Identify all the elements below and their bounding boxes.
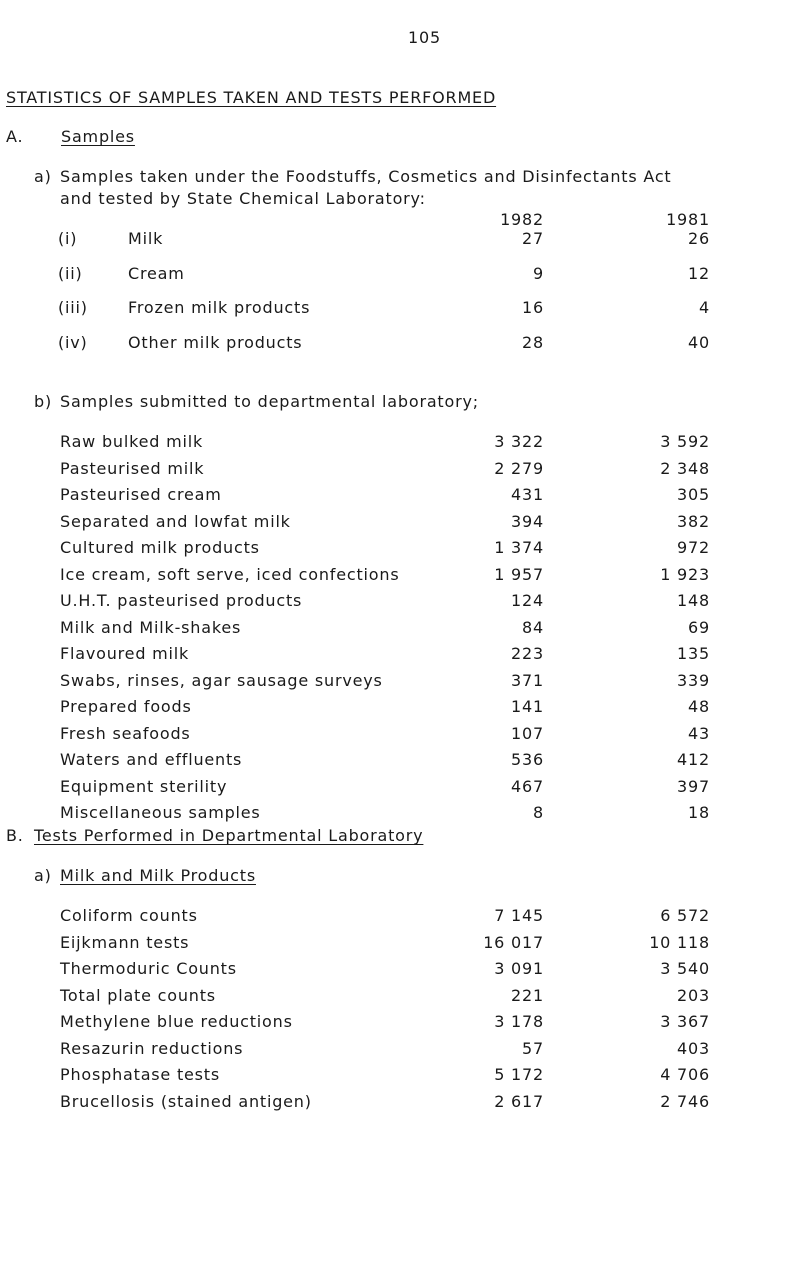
part-b-marker: b) (34, 392, 52, 411)
section-a-heading: Samples (61, 127, 135, 146)
row-label: Milk (128, 229, 164, 248)
table-row (0, 229, 800, 253)
row-label: Swabs, rinses, agar sausage surveys (60, 670, 383, 690)
value-1981: 412 (677, 750, 710, 769)
row-label: Frozen milk products (128, 298, 311, 317)
value-1981: 4 706 (660, 1065, 710, 1084)
part-a-intro-line1: Samples taken under the Foodstuffs, Cosmetics and Disinfectants Act (60, 167, 672, 186)
part-a-marker: a) (34, 167, 52, 186)
value-1981: 48 (688, 697, 710, 716)
table-row (0, 803, 800, 827)
table-row (0, 933, 800, 957)
table-row (0, 697, 800, 721)
row-label: U.H.T. pasteurised products (60, 591, 303, 610)
row-label: Fresh seafoods (60, 723, 191, 743)
table-row (0, 264, 800, 288)
value-1982: 3 091 (494, 959, 544, 978)
value-1982: 3 178 (494, 1012, 544, 1031)
row-label: Milk and Milk-shakes (60, 617, 242, 637)
table-row (0, 485, 800, 509)
row-label: Prepared foods (60, 697, 192, 716)
value-1982: 3 322 (494, 432, 544, 451)
row-number: (iv) (58, 332, 88, 352)
value-1982: 28 (522, 332, 544, 352)
row-label: Brucellosis (stained antigen) (60, 1091, 312, 1111)
row-label: Cultured milk products (60, 538, 260, 557)
value-1982: 124 (511, 591, 544, 610)
value-1981: 148 (677, 591, 710, 610)
value-1982: 8 (533, 803, 544, 822)
section-b-part-a-marker: a) (34, 866, 52, 885)
row-number: (ii) (58, 263, 83, 283)
value-1982: 7 145 (494, 906, 544, 925)
value-1981: 382 (677, 511, 710, 531)
value-1982: 16 017 (483, 932, 544, 952)
row-label: Other milk products (128, 332, 303, 352)
value-1982: 84 (522, 617, 544, 637)
value-1981: 10 118 (649, 932, 710, 952)
value-1981: 12 (688, 263, 710, 283)
section-b-marker: B. (6, 826, 24, 845)
section-b-part-a-heading: Milk and Milk Products (60, 866, 256, 885)
part-a-intro-line2: and tested by State Chemical Laboratory: (60, 189, 426, 208)
value-1981: 26 (688, 229, 710, 248)
value-1981: 69 (688, 617, 710, 637)
row-label: Pasteurised milk (60, 458, 205, 478)
table-row (0, 1039, 800, 1063)
section-a-marker: A. (6, 127, 24, 146)
value-1982: 1 957 (494, 564, 544, 584)
row-label: Total plate counts (60, 985, 216, 1005)
value-1982: 1 374 (494, 538, 544, 557)
row-label: Ice cream, soft serve, iced confections (60, 564, 400, 584)
value-1981: 403 (677, 1038, 710, 1058)
row-label: Waters and effluents (60, 750, 243, 769)
value-1981: 3 367 (660, 1012, 710, 1031)
value-1982: 2 617 (494, 1091, 544, 1111)
value-1981: 339 (677, 670, 710, 690)
value-1981: 3 592 (660, 432, 710, 451)
page-number: 105 (408, 28, 441, 47)
value-1982: 221 (511, 985, 544, 1005)
year-1982-header: 1982 (500, 210, 544, 229)
table-row (0, 432, 800, 456)
row-label: Equipment sterility (60, 776, 228, 796)
value-1982: 371 (511, 670, 544, 690)
row-label: Coliform counts (60, 906, 198, 925)
table-row (0, 959, 800, 983)
row-label: Miscellaneous samples (60, 803, 261, 822)
row-label: Phosphatase tests (60, 1065, 221, 1084)
value-1981: 1 923 (660, 564, 710, 584)
value-1981: 43 (688, 723, 710, 743)
table-row (0, 538, 800, 562)
table-row (0, 459, 800, 483)
value-1982: 141 (511, 697, 544, 716)
table-row (0, 986, 800, 1010)
value-1981: 135 (677, 644, 710, 663)
table-row (0, 777, 800, 801)
row-label: Resazurin reductions (60, 1038, 244, 1058)
table-row (0, 298, 800, 322)
value-1981: 18 (688, 803, 710, 822)
value-1981: 3 540 (660, 959, 710, 978)
value-1981: 6 572 (660, 906, 710, 925)
value-1982: 57 (522, 1038, 544, 1058)
value-1981: 40 (688, 332, 710, 352)
value-1981: 397 (677, 776, 710, 796)
row-label: Methylene blue reductions (60, 1012, 293, 1031)
value-1982: 5 172 (494, 1065, 544, 1084)
part-b-intro: Samples submitted to departmental laboratory; (60, 392, 479, 411)
row-label: Eijkmann tests (60, 932, 190, 952)
value-1982: 9 (533, 263, 544, 283)
value-1981: 972 (677, 538, 710, 557)
row-number: (i) (58, 229, 78, 248)
page-title: STATISTICS OF SAMPLES TAKEN AND TESTS PERFORMED (6, 88, 497, 107)
value-1982: 467 (511, 776, 544, 796)
table-row (0, 1065, 800, 1089)
row-number: (iii) (58, 298, 88, 317)
table-row (0, 906, 800, 930)
value-1982: 107 (511, 723, 544, 743)
value-1982: 431 (511, 485, 544, 504)
row-label: Thermoduric Counts (60, 959, 237, 978)
row-label: Flavoured milk (60, 644, 190, 663)
row-label: Pasteurised cream (60, 485, 222, 504)
table-row (0, 333, 800, 357)
value-1981: 2 746 (660, 1091, 710, 1111)
table-row (0, 512, 800, 536)
table-row (0, 671, 800, 695)
table-row (0, 1012, 800, 1036)
table-row (0, 591, 800, 615)
table-row (0, 618, 800, 642)
table-row (0, 565, 800, 589)
row-label: Cream (128, 263, 185, 283)
value-1982: 27 (522, 229, 544, 248)
value-1982: 394 (511, 511, 544, 531)
value-1982: 536 (511, 750, 544, 769)
table-row (0, 724, 800, 748)
value-1982: 2 279 (494, 458, 544, 478)
table-row (0, 750, 800, 774)
year-1981-header: 1981 (666, 210, 710, 229)
value-1981: 2 348 (660, 458, 710, 478)
row-label: Raw bulked milk (60, 432, 204, 451)
table-row (0, 644, 800, 668)
value-1981: 203 (677, 985, 710, 1005)
value-1982: 16 (522, 298, 544, 317)
row-label: Separated and lowfat milk (60, 511, 291, 531)
section-b-heading: Tests Performed in Departmental Laboratory (34, 826, 424, 845)
table-row (0, 1092, 800, 1116)
value-1981: 4 (699, 298, 710, 317)
value-1982: 223 (511, 644, 544, 663)
value-1981: 305 (677, 485, 710, 504)
